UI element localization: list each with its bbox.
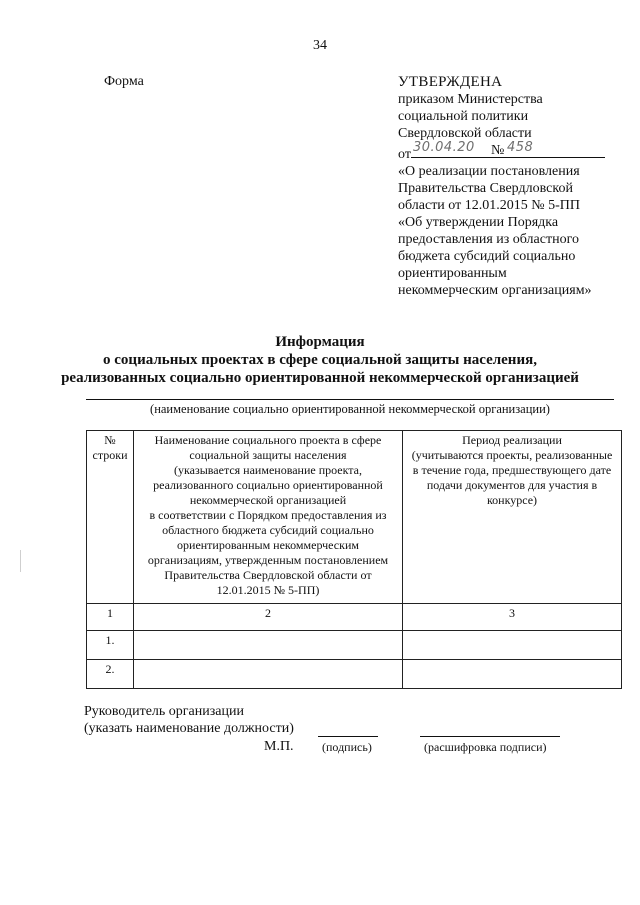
header-row-number: № строки (87, 431, 134, 604)
header-line: реализованного социально ориентированной (153, 478, 383, 492)
approval-block (398, 74, 608, 299)
header-line: Правительства Свердловской области от (164, 568, 372, 582)
decree-line: предоставления из областного (398, 232, 579, 247)
header-line: в соответствии с Порядком предоставления из (149, 508, 387, 522)
approval-date-line (398, 142, 608, 163)
signature-caption: (подпись) (322, 740, 372, 754)
form-label: Форма (104, 74, 144, 89)
organization-name-caption: (наименование социально ориентированной некоммерческой организации) (150, 402, 550, 416)
header-line: в течение года, предшествующего дате (412, 463, 612, 477)
head-position-label: (указать наименование должности) (84, 721, 294, 736)
stamp-label: М.П. (264, 739, 294, 754)
handwritten-number: 458 (506, 140, 534, 155)
approval-title: УТВЕРЖДЕНА (398, 74, 503, 90)
decree-line: ориентированным (398, 266, 507, 281)
decree-line: области от 12.01.2015 № 5-ПП (398, 198, 580, 213)
heading-subtitle: реализованных социально ориентированной некоммерческой организацией (61, 370, 579, 386)
header-line: (указывается наименование проекта, (174, 463, 362, 477)
projects-table (86, 430, 622, 689)
heading-title: Информация (275, 334, 365, 350)
period-cell[interactable] (403, 660, 622, 689)
period-cell[interactable] (403, 631, 622, 660)
approval-line: приказом Министерства (398, 92, 543, 107)
header-line: Период реализации (462, 433, 562, 447)
header-line: социальной защиты населения (189, 448, 347, 462)
signature-field[interactable] (318, 736, 378, 737)
header-line: 12.01.2015 № 5-ПП) (216, 583, 320, 597)
decree-line: бюджета субсидий социально (398, 249, 576, 264)
decree-line: Правительства Свердловской (398, 181, 573, 196)
decree-line: «О реализации постановления (398, 164, 580, 179)
decree-line: некоммерческим организациям» (398, 283, 592, 298)
header-line: организациям, утвержденным постановлением (147, 553, 389, 567)
head-of-organization-label: Руководитель организации (84, 704, 244, 719)
header-line: Наименование социального проекта в сфере (154, 433, 382, 447)
header-line: конкурсе) (486, 493, 538, 507)
table-row (87, 660, 622, 689)
scan-margin-mark (20, 550, 21, 572)
project-name-cell[interactable] (134, 631, 403, 660)
handwritten-date: 30.04.20 (412, 140, 475, 155)
decree-line: «Об утверждении Порядка (398, 215, 559, 230)
decoding-caption: (расшифровка подписи) (424, 740, 547, 754)
signature-decoding-field[interactable] (420, 736, 560, 737)
table-row (87, 631, 622, 660)
row-number: 2. (87, 660, 134, 689)
header-line: областного бюджета субсидий социально (162, 523, 374, 537)
column-number: 2 (134, 604, 403, 631)
date-number-field (411, 142, 605, 158)
project-name-cell[interactable] (134, 660, 403, 689)
date-prefix: от (398, 147, 411, 162)
header-period (403, 431, 622, 604)
number-sign: № (490, 143, 505, 158)
row-number: 1. (87, 631, 134, 660)
table-header-row (87, 431, 622, 604)
document-heading (0, 333, 640, 387)
approval-line: социальной политики (398, 109, 529, 124)
organization-name-field[interactable] (86, 399, 614, 400)
heading-subtitle: о социальных проектах в сфере социальной защиты населения, (103, 352, 537, 368)
column-number-row (87, 604, 622, 631)
header-line: ориентированным некоммерческим (177, 538, 359, 552)
header-line: некоммерческой организацией (189, 493, 347, 507)
column-number: 3 (403, 604, 622, 631)
header-line: (учитываются проекты, реализованные (411, 448, 613, 462)
header-line: подачи документов для участия в (426, 478, 598, 492)
column-number: 1 (87, 604, 134, 631)
page-number: 34 (313, 38, 327, 53)
approval-line: Свердловской области (398, 126, 532, 141)
header-project-name (134, 431, 403, 604)
